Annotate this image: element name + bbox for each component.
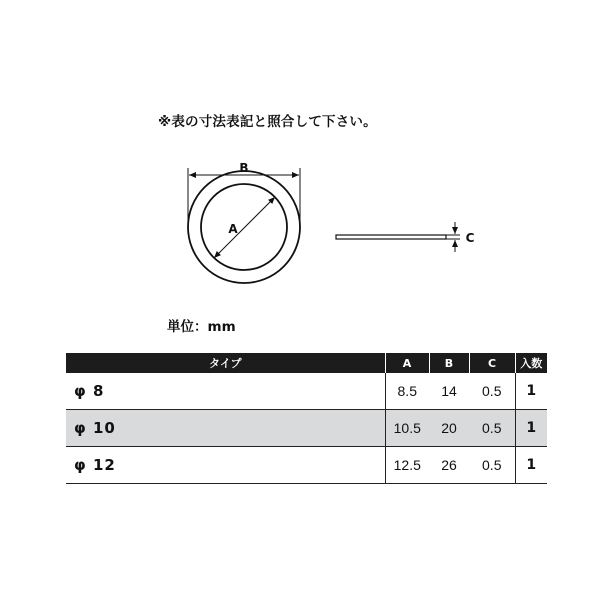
cell-type: φ 10 — [66, 410, 385, 447]
table-row — [66, 373, 547, 410]
cell-a: 8.5 — [385, 373, 429, 410]
cell-b: 20 — [429, 410, 469, 447]
dimension-c — [446, 222, 475, 252]
dimension-a — [214, 197, 275, 258]
header-a: A — [385, 353, 429, 373]
washer-inner-circle — [201, 184, 287, 270]
cell-c: 0.5 — [469, 373, 515, 410]
dimension-c-label: C — [465, 231, 475, 245]
dimension-b — [188, 161, 300, 227]
header-c: C — [469, 353, 515, 373]
washer-side-profile — [336, 235, 446, 239]
cell-qty: 1 — [515, 373, 547, 410]
table-row — [66, 447, 547, 484]
cell-qty: 1 — [515, 447, 547, 484]
cell-b: 26 — [429, 447, 469, 484]
washer-front-view — [188, 171, 300, 283]
header-type: タイプ — [66, 353, 385, 373]
unit-label: 単位：mm — [167, 319, 236, 335]
washer-side-view — [336, 235, 446, 239]
table-row — [66, 410, 547, 447]
cell-c: 0.5 — [469, 447, 515, 484]
cell-b: 14 — [429, 373, 469, 410]
washer-outer-circle — [188, 171, 300, 283]
cell-type: φ 8 — [66, 373, 385, 410]
dimension-a-arrow — [214, 197, 275, 258]
cell-c: 0.5 — [469, 410, 515, 447]
table-header-row — [66, 353, 547, 373]
header-b: B — [429, 353, 469, 373]
cell-a: 10.5 — [385, 410, 429, 447]
cell-qty: 1 — [515, 410, 547, 447]
spec-table — [66, 353, 547, 484]
instruction-note: ※表の寸法表記と照合して下さい。 — [158, 114, 377, 130]
cell-type: φ 12 — [66, 447, 385, 484]
dimension-b-label: B — [239, 161, 249, 175]
header-qty: 入数 — [515, 353, 547, 373]
dimension-a-label: A — [228, 222, 238, 236]
cell-a: 12.5 — [385, 447, 429, 484]
